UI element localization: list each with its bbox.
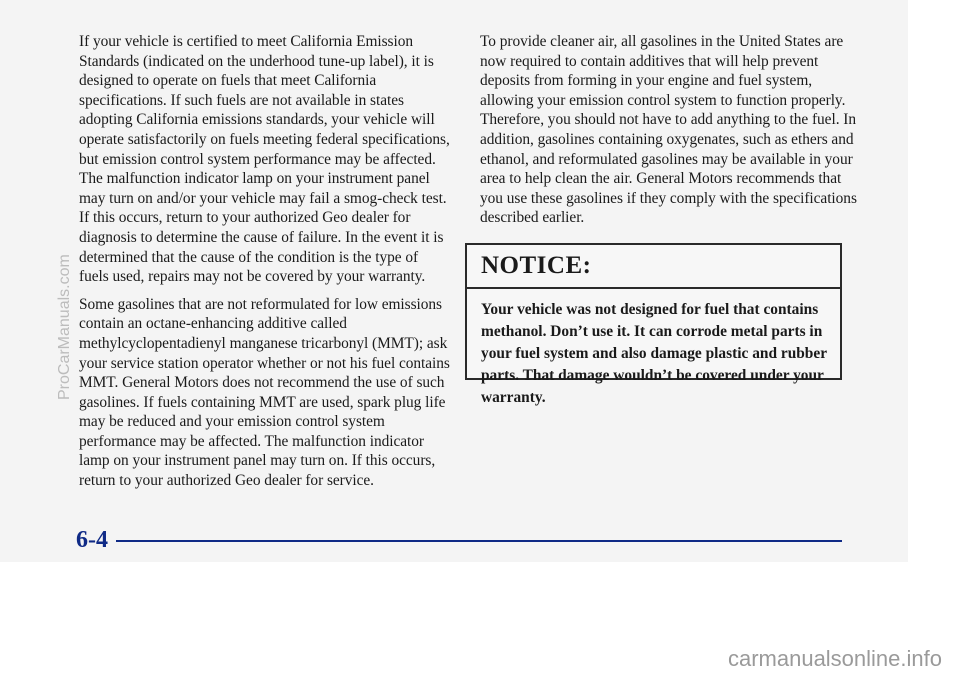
paragraph-california-emissions: If your vehicle is certified to meet California Emission Standards (indicated on the underhood tune-up label), it is designed to operate on fuels that meet California specifications. If such fuels are not available in states adopting California emissions standards, your vehicle will operate satisfactorily on fuels meeting federal specifications, but emission control system performance may be affected. The malfunction indicator lamp on your instrument panel may turn on and/or your vehicle may fail a smog-check test. If this occurs, return to your authorized Geo dealer for diagnosis to determine the cause of failure. In the event it is determined that the cause of the condition is the type of fuels used, repairs may not be covered by your warranty.	[79, 33, 450, 286]
notice-box	[465, 243, 842, 406]
side-watermark: ProCarManuals.com	[56, 254, 73, 400]
footer-rule	[116, 540, 842, 542]
paragraph-mmt-gasolines: Some gasolines that are not reformulated for low emissions contain an octane-enhancing additive called methylcyclopentadienyl manganese tricarbonyl (MMT); ask your service station operator whether or not his fuel contains MMT. General Motors does not recommend the use of such gasolines. If fuels containing MMT are used, spark plug life may be reduced and your emission control system performance may be affected. The malfunction indicator lamp on your instrument panel may turn on. If this occurs, return to your authorized Geo dealer for service.	[79, 295, 450, 490]
right-column	[480, 32, 858, 236]
notice-body: Your vehicle was not designed for fuel that contains methanol. Don’t use it. It can corrode metal parts in your fuel system and also damage plastic and rubber parts. That damage wouldn’t be covered under your warranty.	[481, 301, 827, 406]
page-number: 6-4	[76, 527, 108, 553]
bottom-watermark: carmanualsonline.info	[727, 646, 942, 671]
notice-header	[467, 245, 840, 289]
paragraph-cleaner-air: To provide cleaner air, all gasolines in the United States are now required to contain additives that will help prevent deposits from forming in your engine and fuel system, allowing your emission control system to function properly. Therefore, you should not have to add anything to the fuel. In addition, gasolines containing oxygenates, such as ethers and ethanol, and reformulated gasolines may be available in your area to help clean the air. General Motors recommends that you use these gasolines if they comply with the specifications described earlier.	[480, 33, 857, 227]
notice-title: NOTICE:	[481, 252, 592, 279]
left-column	[79, 32, 451, 499]
